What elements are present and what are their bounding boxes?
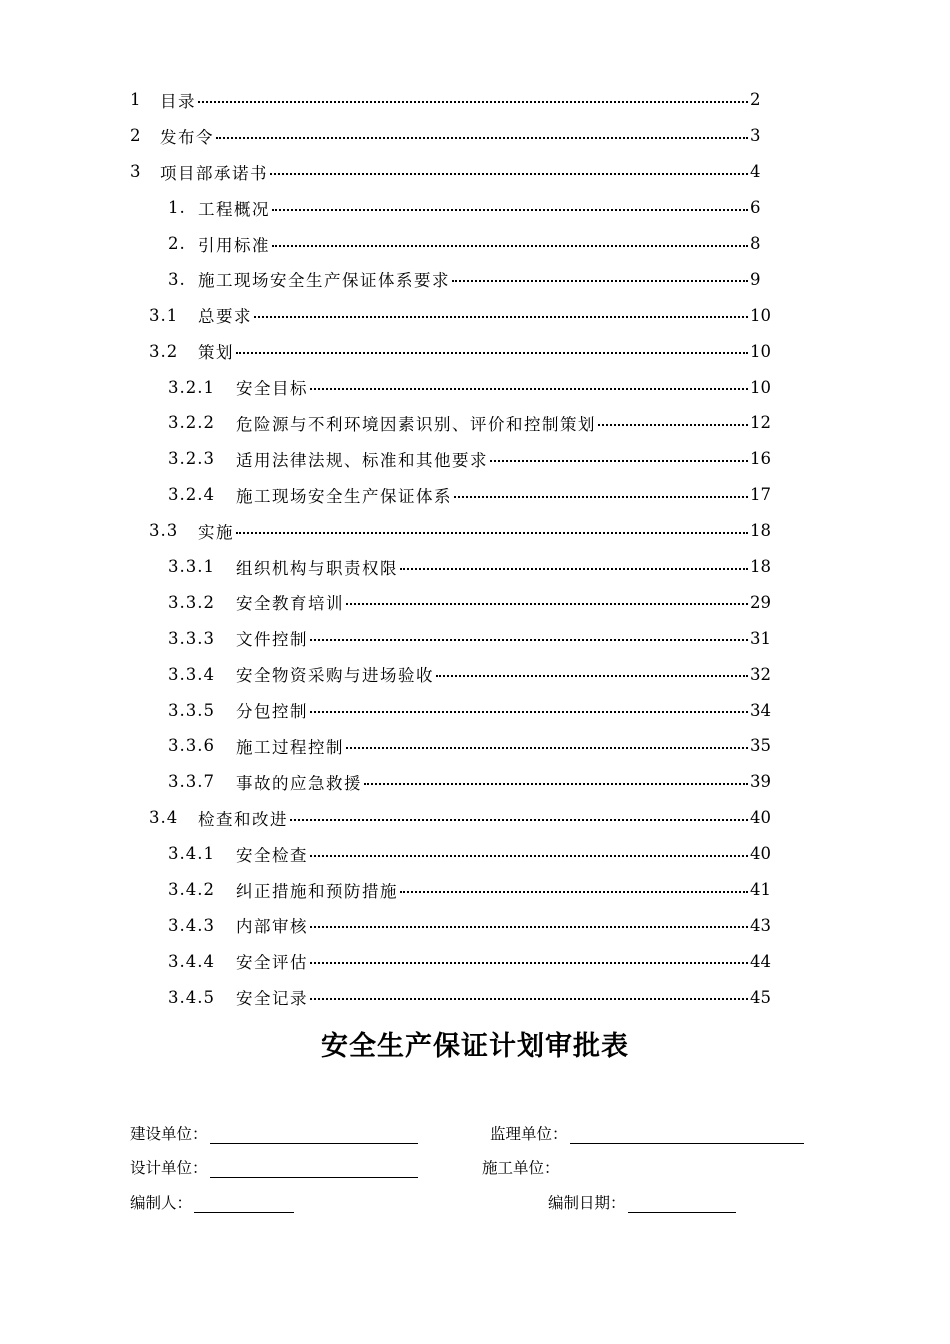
- toc-page: 8: [750, 234, 761, 253]
- toc-page: 32: [750, 664, 771, 684]
- toc-number: 2: [130, 126, 142, 146]
- supervision-unit-label: 监理单位：: [490, 1125, 568, 1143]
- toc-entry[interactable]: [0, 405, 950, 441]
- toc-number: 3.4: [149, 808, 179, 828]
- toc-entry[interactable]: [0, 513, 950, 549]
- toc-leader: [310, 987, 748, 1007]
- toc-number: 3.1: [149, 305, 179, 325]
- toc-entry[interactable]: [0, 584, 950, 620]
- toc-title: 施工过程控制: [236, 737, 344, 757]
- contractor-unit-field: [482, 1156, 560, 1178]
- toc-number: 3.4.4: [168, 951, 215, 971]
- toc-page: 40: [750, 844, 771, 864]
- toc-leader: [490, 449, 748, 469]
- toc-entry[interactable]: [0, 190, 950, 226]
- toc-entry[interactable]: [0, 549, 950, 585]
- approval-form-title: 安全生产保证计划审批表: [321, 1031, 629, 1062]
- toc-leader: [436, 664, 748, 684]
- toc-page: 29: [750, 592, 771, 612]
- toc-entry[interactable]: [0, 297, 950, 333]
- toc-number: 3.3.4: [168, 664, 215, 684]
- toc-number: 3.3: [149, 521, 179, 541]
- toc-entry[interactable]: [0, 118, 950, 154]
- toc-number: 3.4.1: [168, 844, 215, 864]
- toc-page: 31: [750, 628, 771, 648]
- construction-unit-field: [130, 1122, 418, 1144]
- construction-unit-label: 建设单位：: [130, 1125, 208, 1143]
- toc-page: 34: [750, 700, 771, 720]
- toc-title: 分包控制: [236, 702, 308, 722]
- toc-leader: [272, 234, 748, 254]
- toc-leader: [598, 413, 748, 433]
- toc-page: 10: [750, 341, 771, 361]
- toc-leader: [236, 341, 748, 361]
- compiler-field: [130, 1191, 294, 1213]
- toc-number: 3.3.2: [168, 592, 215, 612]
- toc-number: 3.2.1: [168, 377, 215, 397]
- toc-title: 引用标准: [198, 235, 270, 255]
- toc-leader: [452, 269, 748, 289]
- toc-leader: [310, 951, 748, 971]
- toc-page: 2: [750, 90, 761, 110]
- toc-entry[interactable]: [0, 261, 950, 297]
- toc-number: 3.2.2: [168, 413, 215, 433]
- toc-title: 工程概况: [198, 199, 270, 219]
- toc-entry[interactable]: [0, 620, 950, 656]
- toc-entry[interactable]: [0, 836, 950, 872]
- toc-entry[interactable]: [0, 441, 950, 477]
- toc-leader: [216, 126, 748, 146]
- toc-title: 事故的应急救援: [236, 773, 362, 793]
- toc-entry[interactable]: [0, 656, 950, 692]
- compile-date-label: 编制日期：: [548, 1194, 626, 1212]
- toc-title: 适用法律法规、标准和其他要求: [236, 450, 488, 470]
- toc-entry[interactable]: [0, 692, 950, 728]
- toc-leader: [346, 736, 748, 756]
- toc-page: 41: [750, 880, 771, 900]
- toc-leader: [346, 592, 748, 612]
- toc-leader: [290, 808, 748, 828]
- toc-leader: [198, 90, 748, 110]
- toc-entry[interactable]: [0, 800, 950, 836]
- toc-title: 策划: [198, 343, 234, 363]
- toc-number: 3.3.7: [168, 772, 215, 792]
- design-unit-input-line[interactable]: [210, 1163, 418, 1178]
- toc-leader: [236, 521, 748, 541]
- toc-title: 项目部承诺书: [160, 163, 268, 183]
- toc-leader: [254, 305, 748, 325]
- toc-entry[interactable]: [0, 82, 950, 118]
- toc-title: 检查和改进: [198, 809, 288, 829]
- toc-title: 文件控制: [236, 630, 308, 650]
- toc-page: 18: [750, 557, 771, 577]
- toc-entry[interactable]: [0, 943, 950, 979]
- toc-leader: [454, 485, 748, 505]
- compile-date-input-line[interactable]: [628, 1198, 736, 1213]
- toc-leader: [364, 772, 748, 792]
- toc-entry[interactable]: [0, 764, 950, 800]
- toc-number: 3.3.6: [168, 736, 215, 756]
- toc-entry[interactable]: [0, 369, 950, 405]
- toc-number: 3.4.3: [168, 915, 215, 935]
- toc-number: 3.2.3: [168, 449, 215, 469]
- compile-date-field: [548, 1191, 736, 1213]
- toc-page: 45: [750, 987, 771, 1007]
- toc-number: 3.4.2: [168, 880, 215, 900]
- toc-page: 39: [750, 772, 771, 792]
- toc-entry[interactable]: [0, 226, 950, 262]
- contractor-unit-label: 施工单位：: [482, 1159, 560, 1177]
- compiler-input-line[interactable]: [194, 1198, 294, 1213]
- toc-title: 目录: [160, 91, 196, 111]
- toc-number: 3: [130, 162, 142, 182]
- toc-title: 安全物资采购与进场验收: [236, 666, 434, 686]
- toc-title: 总要求: [198, 307, 252, 327]
- toc-title: 施工现场安全生产保证体系要求: [198, 271, 450, 291]
- toc-leader: [310, 700, 748, 720]
- toc-title: 安全记录: [236, 989, 308, 1009]
- toc-entry[interactable]: [0, 333, 950, 369]
- toc-page: 44: [750, 951, 771, 971]
- toc-title: 安全评估: [236, 953, 308, 973]
- toc-title: 安全检查: [236, 845, 308, 865]
- toc-entry[interactable]: [0, 154, 950, 190]
- toc-number: 3.3.1: [168, 557, 215, 577]
- toc-title: 实施: [198, 522, 234, 542]
- toc-title: 发布令: [160, 127, 214, 147]
- toc-page: 9: [750, 269, 761, 289]
- design-unit-field: [130, 1156, 418, 1178]
- toc-page: 18: [750, 521, 771, 541]
- toc-number: 3.2.4: [168, 485, 215, 505]
- toc-page: 6: [750, 198, 761, 218]
- toc-page: 3: [750, 126, 761, 146]
- supervision-unit-input-line[interactable]: [570, 1129, 804, 1144]
- toc-page: 17: [750, 485, 771, 505]
- compiler-label: 编制人：: [130, 1194, 193, 1212]
- toc-leader: [310, 915, 748, 935]
- toc-page: 35: [750, 736, 771, 756]
- toc-leader: [310, 628, 748, 648]
- toc-number: 2.: [168, 234, 186, 253]
- toc-number: 3.3.5: [168, 700, 215, 720]
- toc-page: 43: [750, 915, 771, 935]
- toc-leader: [310, 377, 748, 397]
- toc-title: 危险源与不利环境因素识别、评价和控制策划: [236, 414, 596, 434]
- supervision-unit-field: [490, 1122, 804, 1144]
- toc-title: 组织机构与职责权限: [236, 558, 398, 578]
- toc-number: 3.2: [149, 341, 179, 361]
- toc-entry[interactable]: [0, 907, 950, 943]
- toc-page: 12: [750, 413, 771, 433]
- toc-number: 1.: [168, 198, 186, 218]
- toc-entry[interactable]: [0, 872, 950, 908]
- table-of-contents: [0, 82, 950, 1015]
- toc-page: 40: [750, 808, 771, 828]
- toc-page: 4: [750, 162, 761, 182]
- toc-leader: [400, 557, 748, 577]
- toc-entry[interactable]: [0, 477, 950, 513]
- toc-page: 16: [750, 449, 771, 469]
- toc-entry[interactable]: [0, 728, 950, 764]
- toc-entry[interactable]: [0, 979, 950, 1015]
- toc-title: 纠正措施和预防措施: [236, 881, 398, 901]
- toc-number: 3.4.5: [168, 987, 215, 1007]
- toc-title: 内部审核: [236, 917, 308, 937]
- toc-leader: [270, 162, 748, 182]
- toc-number: 3.: [168, 269, 186, 289]
- design-unit-label: 设计单位：: [130, 1159, 208, 1177]
- toc-number: 3.3.3: [168, 628, 215, 648]
- toc-title: 施工现场安全生产保证体系: [236, 486, 452, 506]
- construction-unit-input-line[interactable]: [210, 1129, 418, 1144]
- toc-number: 1: [130, 90, 142, 110]
- toc-title: 安全教育培训: [236, 594, 344, 614]
- toc-leader: [400, 880, 748, 900]
- toc-page: 10: [750, 377, 771, 397]
- toc-leader: [272, 198, 748, 218]
- toc-leader: [310, 844, 748, 864]
- toc-title: 安全目标: [236, 379, 308, 399]
- toc-page: 10: [750, 305, 771, 325]
